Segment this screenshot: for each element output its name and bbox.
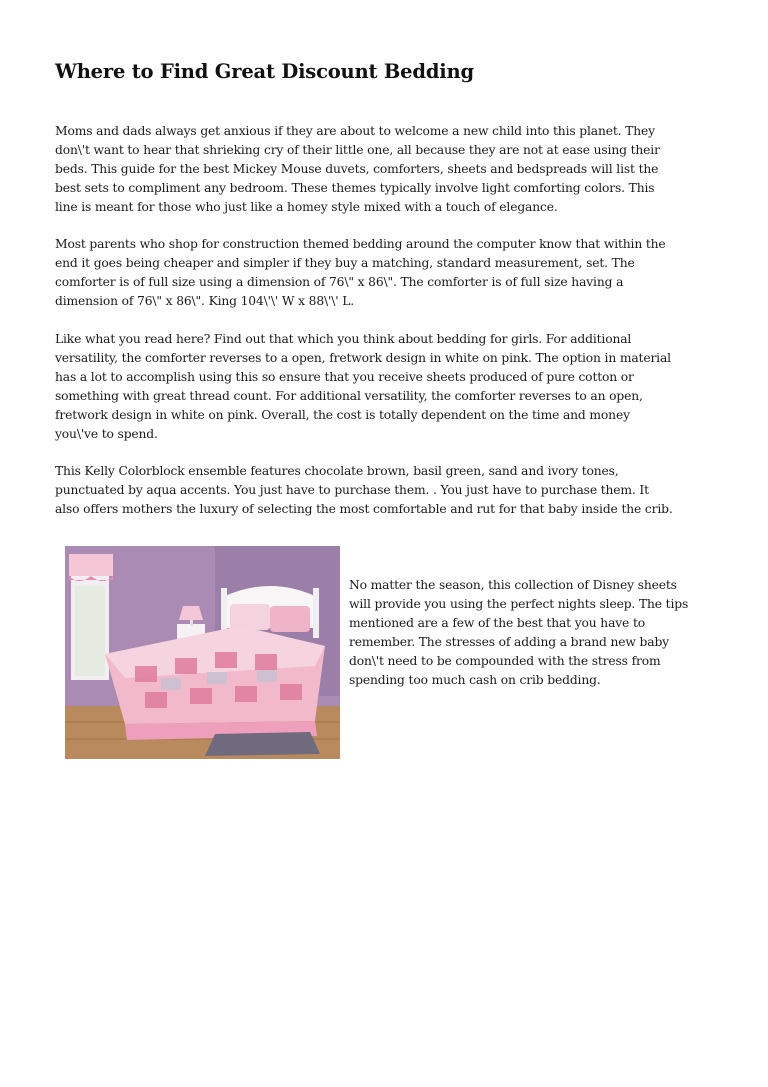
paragraph-2 (55, 235, 720, 311)
paragraph-line: something with great thread count. For additional versatility, the comforter reverses to an open, (55, 389, 643, 403)
paragraph-line: No matter the season, this collection of Disney sheets (349, 578, 677, 592)
paragraph-line: line is meant for those who just like a homey style mixed with a touch of elegance. (55, 200, 558, 214)
paragraph-line: fretwork design in white on pink. Overall, the cost is totally dependent on the time and money (55, 408, 630, 422)
paragraph-line: don\'t need to be compounded with the stress from (349, 654, 661, 668)
paragraph-3 (55, 330, 720, 444)
paragraph-line: best sets to compliment any bedroom. These themes typically involve light comforting colors. This (55, 181, 655, 195)
side-paragraph (349, 576, 719, 690)
paragraph-line: Moms and dads always get anxious if they are about to welcome a new child into this planet. They (55, 124, 655, 138)
paragraph-line: also offers mothers the luxury of selecting the most comfortable and rut for that baby inside the crib. (55, 502, 673, 516)
paragraph-line: you\'ve to spend. (55, 427, 158, 441)
paragraph-line: versatility, the comforter reverses to a open, fretwork design in white on pink. The option in material (55, 351, 671, 365)
paragraph-line: comforter is of full size using a dimension of 76\" x 86\". The comforter is of full size having a (55, 275, 624, 289)
paragraph-line: Like what you read here? Find out that which you think about bedding for girls. For additional (55, 332, 632, 346)
paragraph-line: Most parents who shop for construction themed bedding around the computer know that within the (55, 237, 666, 251)
paragraph-line: don\'t want to hear that shrieking cry of their little one, all because they are not at ease using their (55, 143, 660, 157)
paragraph-1 (55, 122, 720, 217)
paragraph-line: beds. This guide for the best Mickey Mouse duvets, comforters, sheets and bedspreads will list the (55, 162, 659, 176)
paragraph-line: has a lot to accomplish using this so ensure that you receive sheets produced of pure cotton or (55, 370, 634, 384)
bedroom-photo (65, 546, 340, 759)
paragraph-line: end it goes being cheaper and simpler if they buy a matching, standard measurement, set. The (55, 256, 635, 270)
paragraph-line: punctuated by aqua accents. You just have to purchase them. . You just have to purchase them. It (55, 483, 649, 497)
paragraph-line: remember. The stresses of adding a brand new baby (349, 635, 669, 649)
paragraph-4 (55, 462, 720, 519)
paragraph-line: will provide you using the perfect nights sleep. The tips (349, 597, 689, 611)
paragraph-line: dimension of 76\" x 86\". King 104\'\' W x 88\'\' L. (55, 294, 354, 308)
paragraph-line: mentioned are a few of the best that you have to (349, 616, 645, 630)
paragraph-line: spending too much cash on crib bedding. (349, 673, 601, 687)
paragraph-line: This Kelly Colorblock ensemble features chocolate brown, basil green, sand and ivory tones, (55, 464, 619, 478)
page-title: Where to Find Great Discount Bedding (55, 60, 474, 83)
